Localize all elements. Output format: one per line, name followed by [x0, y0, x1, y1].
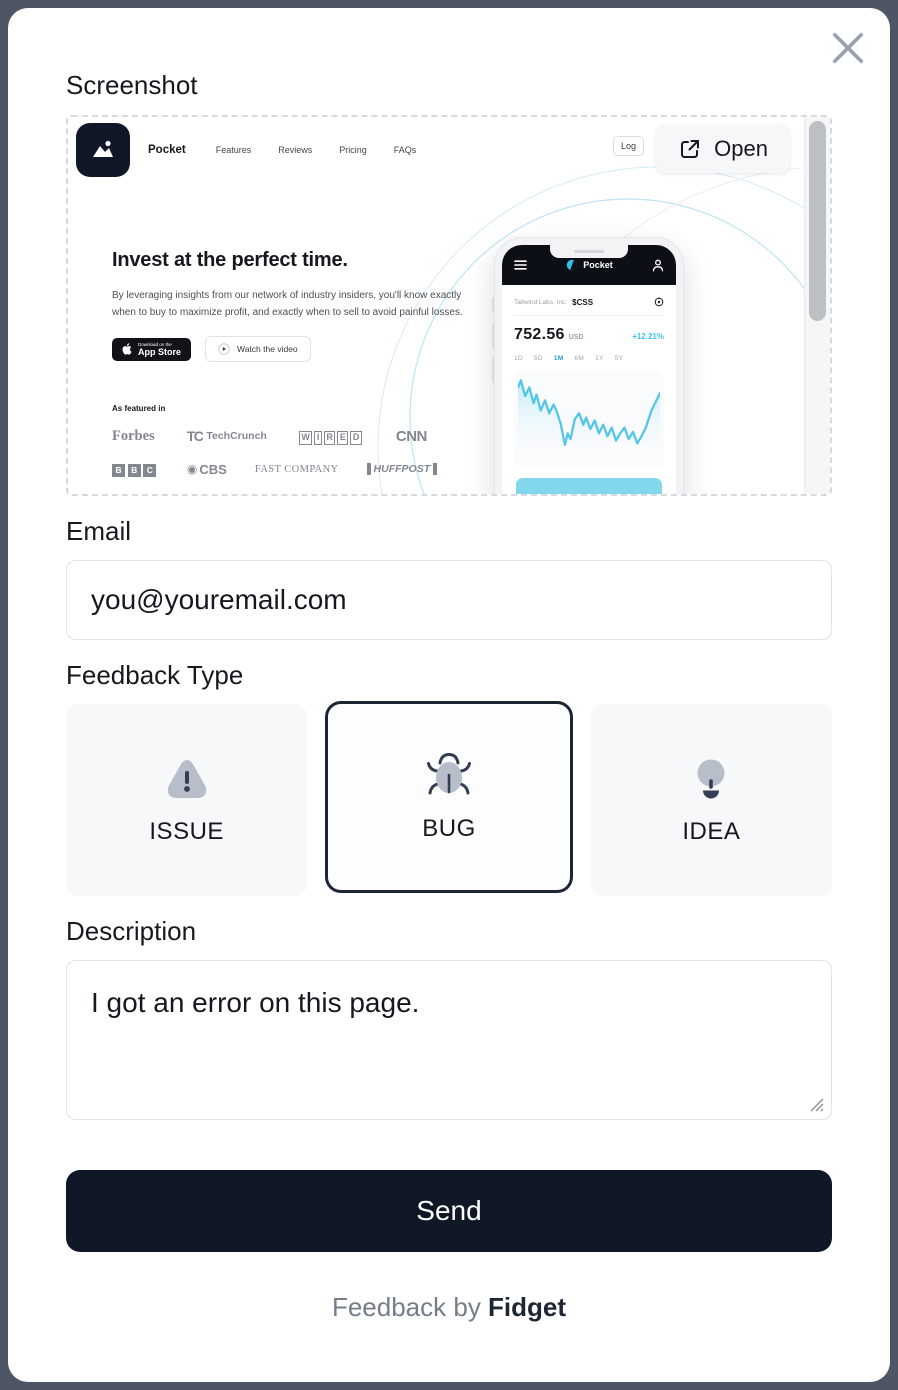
- preview-scrollbar-thumb[interactable]: [809, 121, 826, 321]
- lightbulb-icon: [686, 754, 736, 802]
- captured-nav-links: [216, 145, 417, 155]
- account-icon: [652, 259, 664, 272]
- range-1d: 1D: [514, 355, 523, 362]
- apple-icon: [122, 343, 132, 355]
- description-label: Description: [66, 916, 197, 946]
- feedback-type-label: Feedback Type: [66, 660, 244, 690]
- range-1m-selected: 1M: [553, 355, 564, 362]
- featured-label: As featured in: [112, 404, 166, 414]
- huffpost-logo: HUFFPOST: [367, 463, 438, 475]
- type-label-bug: BUG: [422, 815, 476, 842]
- ticker-symbol: $CSS: [572, 297, 594, 307]
- captured-login-button: Log: [613, 136, 644, 156]
- currency-label: USD: [568, 334, 584, 341]
- captured-page: [68, 117, 804, 494]
- fast-company-logo: FAST COMPANY: [254, 463, 339, 475]
- cnn-logo: CNN: [395, 427, 427, 445]
- hero-title: Invest at the perfect time.: [112, 249, 348, 271]
- nav-link-pricing: Pricing: [339, 145, 367, 155]
- range-6m: 6M: [574, 355, 585, 362]
- feedback-modal: [8, 8, 890, 1382]
- phone-screen: [502, 245, 676, 494]
- email-input[interactable]: [66, 560, 832, 640]
- price-sparkline-area: [518, 380, 660, 462]
- bug-icon: [424, 751, 474, 799]
- time-range-tabs: [514, 355, 664, 362]
- forbes-logo: Forbes: [112, 427, 155, 444]
- bbc-logo: B B C: [112, 460, 159, 478]
- price-change: +12.21%: [632, 332, 664, 341]
- play-icon: [218, 343, 230, 355]
- nav-link-reviews: Reviews: [278, 145, 313, 155]
- pocket-logo: [76, 123, 130, 177]
- type-label-idea: IDEA: [682, 818, 741, 845]
- press-logos-row-1: [112, 427, 804, 445]
- screenshot-preview: [66, 115, 832, 496]
- press-logos-row-2: [112, 460, 804, 478]
- company-name: Tailwind Labs, Inc.: [514, 298, 568, 306]
- hamburger-menu-icon: [514, 260, 527, 270]
- close-icon: [830, 30, 866, 66]
- type-card-issue[interactable]: [66, 704, 307, 896]
- warning-triangle-icon: [162, 754, 212, 802]
- captured-brand: Pocket: [148, 144, 186, 156]
- price-chart: [514, 370, 664, 468]
- wired-logo: W I R E D: [299, 427, 364, 445]
- captured-featured-section: [68, 404, 804, 478]
- range-5y: 5Y: [614, 355, 624, 362]
- watch-video-button: [205, 336, 311, 362]
- external-link-icon: [678, 137, 702, 161]
- preview-scrollbar-track[interactable]: [804, 117, 830, 494]
- resize-handle-icon[interactable]: [807, 1095, 825, 1113]
- app-store-big-text: App Store: [138, 346, 182, 357]
- nav-link-features: Features: [215, 145, 252, 155]
- phone-cta-button: [516, 478, 662, 494]
- phone-notch: [550, 245, 628, 258]
- type-card-bug-selected[interactable]: [325, 701, 572, 893]
- captured-hero: [68, 177, 804, 362]
- hero-paragraph: By leveraging insights from our network of industry insiders, you'll know exactly when to buy to maximize profit, and exactly when to sell to avoid painful losses.: [112, 290, 463, 319]
- app-store-badge: [112, 338, 191, 361]
- close-button[interactable]: [830, 30, 866, 66]
- footer-prefix: Feedback by: [331, 1292, 489, 1322]
- feedback-type-group: [66, 704, 832, 896]
- range-5d: 5D: [533, 355, 543, 362]
- pocket-logo-icon: [88, 135, 118, 165]
- email-label: Email: [66, 516, 132, 546]
- screenshot-label: Screenshot: [66, 70, 198, 100]
- description-textarea[interactable]: [66, 960, 832, 1120]
- type-label-issue: ISSUE: [149, 818, 224, 845]
- open-button[interactable]: [656, 125, 790, 173]
- footer-credit: [66, 1292, 832, 1323]
- cbs-logo: ◉ CBS: [186, 461, 227, 477]
- watch-video-label: Watch the video: [237, 344, 298, 355]
- open-button-label: Open: [714, 136, 768, 161]
- app-store-small-text: Download on the: [138, 341, 172, 347]
- range-1y: 1Y: [595, 355, 604, 362]
- pocket-app-logo-icon: [566, 259, 578, 271]
- phone-app-brand: Pocket: [583, 260, 613, 270]
- send-button[interactable]: Send: [66, 1170, 832, 1252]
- footer-brand-link[interactable]: Fidget: [488, 1292, 567, 1322]
- phone-mockup: [494, 237, 684, 494]
- phone-frame: [494, 237, 684, 494]
- nav-link-faqs: FAQs: [393, 145, 417, 155]
- phone-app-header: [502, 245, 676, 285]
- stock-price: 752.56: [514, 326, 565, 343]
- techcrunch-logo: TC TechCrunch: [186, 428, 267, 445]
- type-card-idea[interactable]: [591, 704, 832, 896]
- target-icon: [654, 297, 664, 307]
